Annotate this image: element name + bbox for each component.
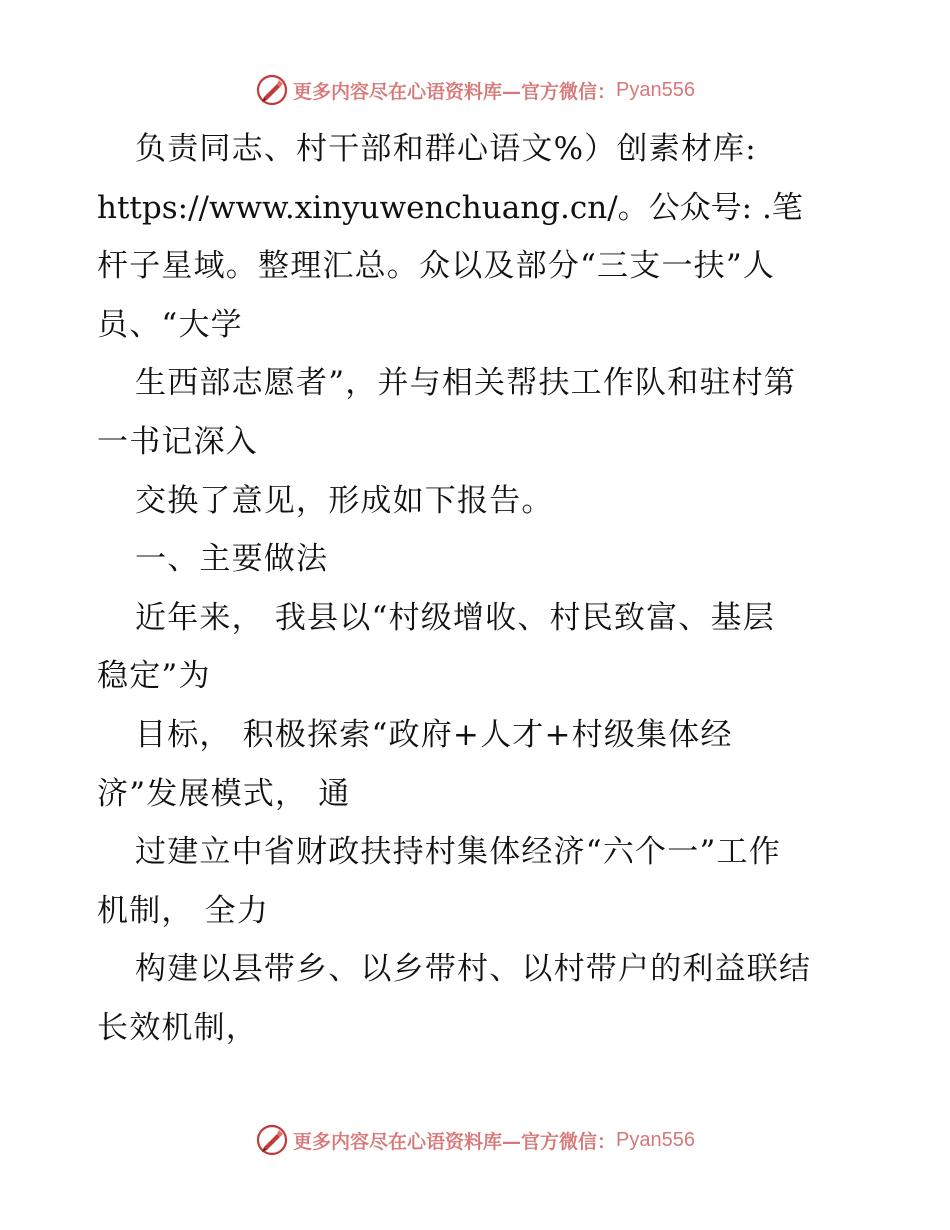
banner-wechat-id: Pyan556 (616, 78, 695, 101)
text-line: 员、“大学 (97, 306, 243, 343)
text-line: 交换了意见，形成如下报告。 (135, 482, 554, 519)
text-line: 长效机制， (97, 1009, 258, 1046)
text-line: https://www.xinyuwenchuang.cn/。公众号: .笔 (97, 189, 803, 226)
text-line: 生西部志愿者”，并与相关帮扶工作队和驻村第 (135, 365, 797, 402)
section-heading: 一、主要做法 (135, 541, 329, 578)
text-line: 机制， 全力 (97, 892, 270, 929)
text-line: 济”发展模式， 通 (97, 775, 351, 812)
text-line: 负责同志、村干部和群心语文%）创素材库: (135, 131, 757, 167)
red-pen-logo-icon (255, 73, 289, 107)
text-line: 构建以县带乡、以乡带村、以村带户的利益联结 (135, 951, 812, 988)
text-line: 过建立中省财政扶持村集体经济“六个一”工作 (135, 834, 781, 871)
banner-wechat-id: Pyan556 (616, 1128, 695, 1151)
text-line: 近年来， 我县以“村级增收、村民致富、基层 (135, 599, 775, 636)
text-line: 目标， 积极探索“政府+人才+村级集体经 (135, 716, 733, 753)
document-body (97, 120, 857, 1058)
red-pen-logo-icon (255, 1123, 289, 1157)
banner-text: 更多内容尽在心语资料库—官方微信： (293, 1130, 617, 1153)
watermark-banner-top (0, 70, 950, 110)
text-line: 杆子星域。整理汇总。众以及部分“三支一扶”人 (97, 248, 776, 285)
banner-text: 更多内容尽在心语资料库—官方微信： (293, 80, 617, 103)
text-line: 一书记深入 (97, 423, 258, 460)
watermark-banner-bottom (0, 1120, 950, 1160)
text-line: 稳定”为 (97, 658, 211, 695)
